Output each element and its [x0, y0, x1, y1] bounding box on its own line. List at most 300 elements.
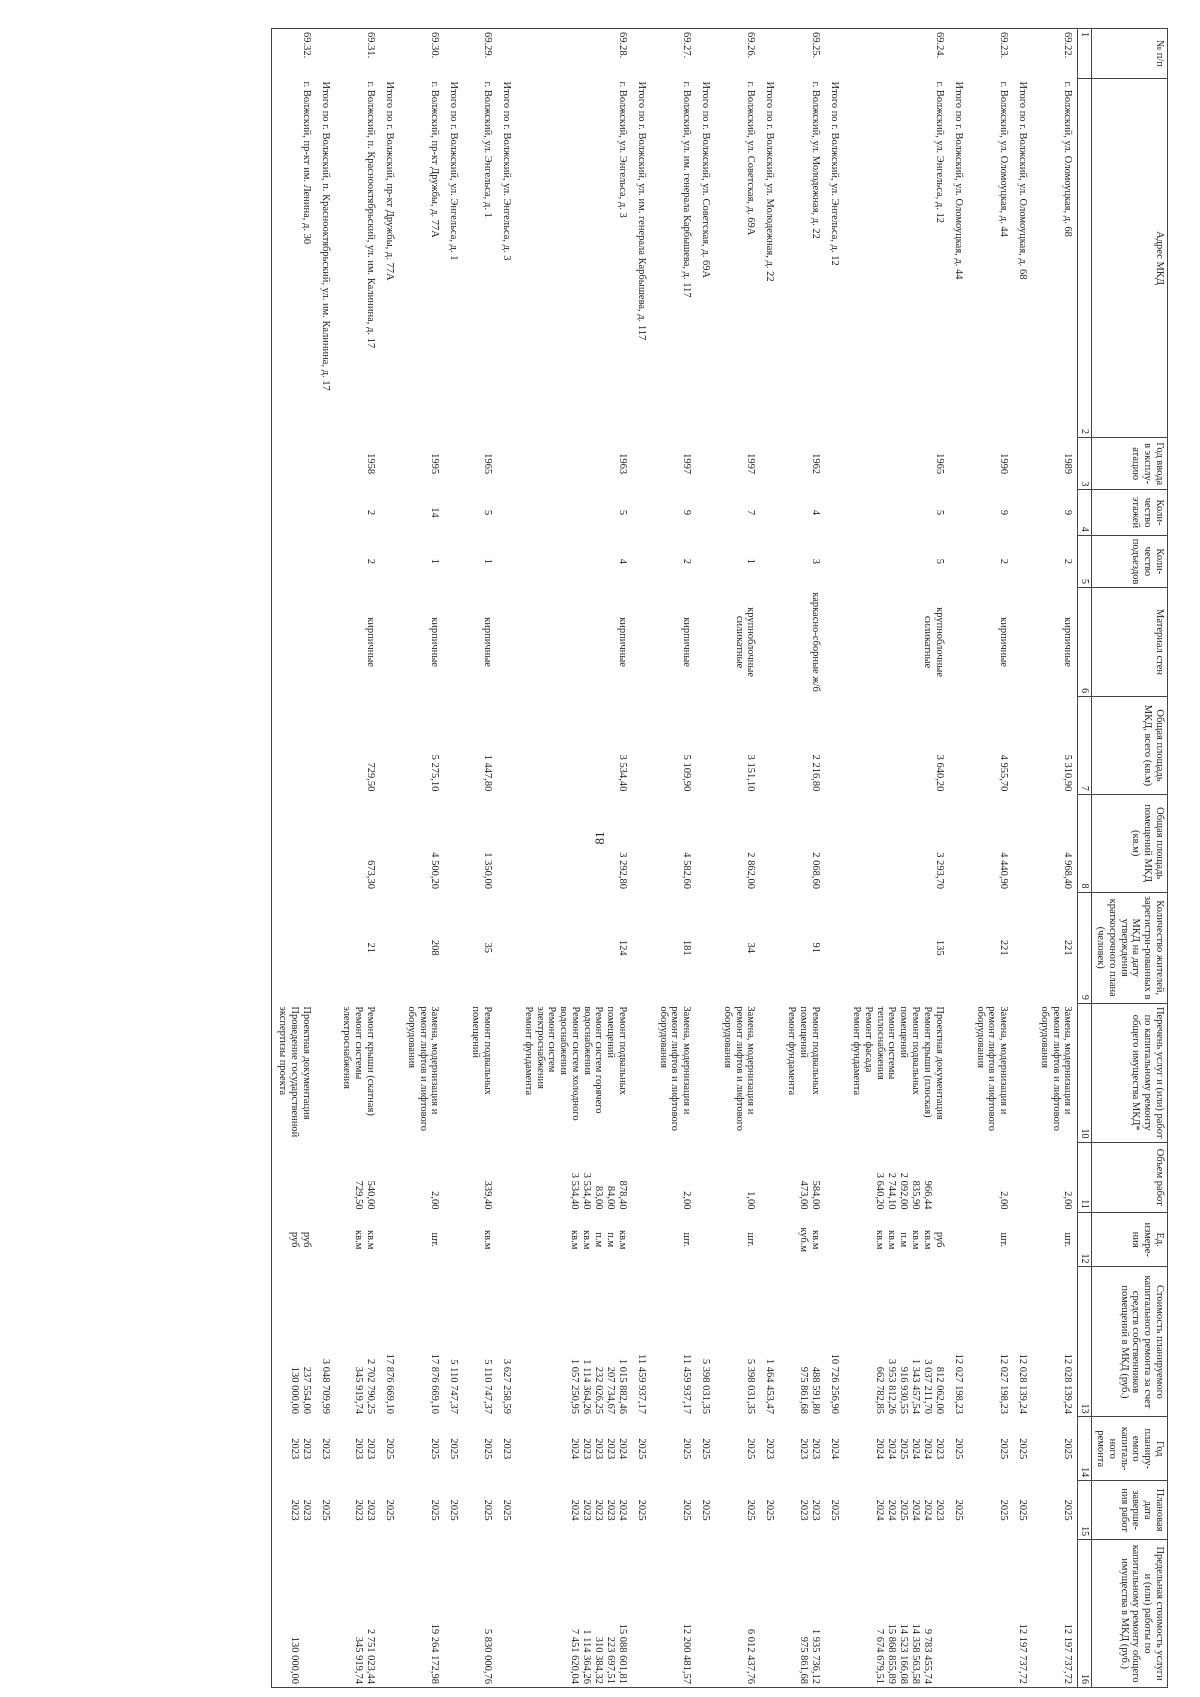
cell-line: 11 459 937,17 [681, 1353, 693, 1414]
cell-line: 2025 [681, 1438, 693, 1460]
cost [1013, 1267, 1034, 1417]
wall-material: крупноблочные силикатные [922, 607, 945, 677]
area-premises: 4 968,40 [1062, 852, 1074, 890]
area-total [696, 697, 717, 795]
plan-year [401, 1417, 444, 1481]
year-built: 1958 [365, 453, 377, 475]
address: г. Волжский, ул. Энгельса, д. 1 [481, 81, 493, 218]
work-volume [465, 1142, 497, 1212]
area-premises: 2 862,00 [745, 852, 757, 890]
work-volume [949, 1142, 970, 1212]
end-year [497, 1481, 518, 1540]
work-volume [696, 1142, 717, 1212]
cell-line: руб [288, 1231, 300, 1248]
building-row [717, 29, 760, 1688]
cell-line: п.м [897, 1232, 909, 1248]
total-row [760, 29, 781, 1688]
floors [696, 490, 717, 535]
building-row [846, 29, 949, 1688]
column-number-row [1078, 29, 1092, 1688]
cell-line: 2,00 [681, 1191, 693, 1210]
cell-line: шт. [1062, 1232, 1074, 1247]
cell-line: 3 037 211,70 [921, 1359, 933, 1414]
cell-line: 2 702 790,25 [365, 1358, 377, 1414]
cell-line: 2025 [681, 1499, 693, 1521]
row-number: 69.27. [653, 29, 696, 79]
unit [1034, 1212, 1078, 1267]
cost [846, 1267, 949, 1417]
area-total: 3 640,20 [933, 754, 945, 792]
cell-line: 15 088 601,81 [616, 1623, 628, 1684]
area-premises [316, 794, 337, 892]
limit-cost [1013, 1540, 1034, 1688]
cell-line: 1 057 250,95 [568, 1358, 580, 1414]
area-total: 3 151,10 [745, 754, 757, 792]
area-total [316, 697, 337, 795]
table-header-row [1092, 29, 1168, 1688]
cell-line: 2025 [897, 1499, 909, 1521]
area-premises [825, 794, 846, 892]
residents [760, 892, 781, 1003]
cell-line: Ремонт подвальных помещений [470, 1006, 493, 1095]
cell-line: 2023 [809, 1438, 821, 1460]
area-premises: 4 500,20 [429, 852, 441, 890]
cell-line: 2023 [604, 1438, 616, 1460]
plan-year [846, 1417, 949, 1481]
cell-line: 2025 [429, 1438, 441, 1460]
area-premises [1013, 794, 1034, 892]
area-total [272, 697, 316, 795]
cell-line: 2023 [933, 1499, 945, 1521]
row-number: 69.32. [272, 29, 316, 79]
cell-line: кв.м [873, 1230, 885, 1250]
residents [316, 892, 337, 1003]
plan-year [380, 1417, 401, 1481]
cell-line [933, 1543, 945, 1684]
cell-line: 10 726 256,90 [828, 1353, 840, 1414]
plan-year [497, 1417, 518, 1481]
address: г. Волжский, ул. Оломоуцкая, д. 44 [998, 81, 1010, 237]
year-built [380, 438, 401, 490]
entrances: 1 [429, 558, 441, 564]
cell-line: Ремонт фундамента [850, 1006, 862, 1096]
cost [717, 1267, 760, 1417]
residents [1013, 892, 1034, 1003]
cell-line: шт. [745, 1232, 757, 1247]
plan-year [1013, 1417, 1034, 1481]
building-row [1034, 29, 1078, 1688]
limit-cost [970, 1540, 1013, 1688]
cell-line [300, 1145, 312, 1209]
unit [846, 1212, 949, 1267]
unit [401, 1212, 444, 1267]
year-built [1013, 438, 1034, 490]
cell-line: Ремонт крыши (плоская) [921, 1006, 933, 1118]
floors: 4 [809, 509, 821, 516]
limit-cost [760, 1540, 781, 1688]
unit [465, 1212, 497, 1267]
limit-cost [825, 1540, 846, 1688]
row-number: 69.23. [970, 29, 1013, 79]
works-list [444, 1003, 465, 1142]
wall-material [760, 588, 781, 697]
total-row [632, 29, 653, 1688]
cell-line: кв.м [921, 1230, 933, 1250]
residents [825, 892, 846, 1003]
cell-line: кв.м [481, 1230, 493, 1250]
end-year [1013, 1481, 1034, 1540]
address: Итого по г. Волжский, ул. им. генерала Карбышева, д. 117 [635, 81, 647, 341]
cell-line: Ремонт подвальных помещений [605, 1006, 628, 1095]
column-number-15: 15 [1078, 1481, 1092, 1540]
building-row [401, 29, 444, 1688]
cell-line: 2 092,00 [897, 1172, 909, 1210]
residents [949, 892, 970, 1003]
area-total [949, 697, 970, 795]
floors [497, 490, 518, 535]
plan-year [825, 1417, 846, 1481]
works-list [970, 1003, 1013, 1142]
column-header-9: Количество жителей, зарегистри-рованных в МКД на дату утверждения краткосрочного плана (человек) [1092, 892, 1168, 1003]
address: Итого по г. Волжский, ул. Советская, д. 69А [700, 81, 712, 279]
floors: 9 [681, 509, 693, 516]
area-premises: 1 350,00 [481, 852, 493, 890]
column-header-11: Объем работ [1092, 1142, 1168, 1212]
limit-cost [717, 1540, 760, 1688]
entrances [380, 535, 401, 587]
residents: 208 [429, 939, 441, 956]
cell-line: Ремонт системы теплоснабжения [874, 1006, 898, 1080]
cell-line: 2024 [828, 1438, 840, 1460]
works-list [316, 1003, 337, 1142]
entrances [316, 535, 337, 587]
work-volume [760, 1142, 781, 1212]
address: г. Волжский, ул. им. генерала Карбышева, д. 117 [681, 81, 693, 298]
plan-year [337, 1417, 381, 1481]
cell-line: 2024 [921, 1499, 933, 1521]
building-row [653, 29, 696, 1688]
entrances: 2 [681, 558, 693, 564]
cell-line: Замена, модернизация и ремонт лифтов и лифтового оборудования [657, 1006, 693, 1131]
works-list [781, 1003, 825, 1142]
cell-line: 5 110 747,37 [448, 1359, 460, 1414]
area-total: 729,50 [365, 762, 377, 792]
cost [632, 1267, 653, 1417]
cell-line [699, 1543, 711, 1684]
year-built: 1997 [681, 453, 693, 475]
area-total: 5 109,90 [681, 754, 693, 792]
building-row [970, 29, 1013, 1688]
unit [272, 1212, 316, 1267]
cell-line: шт. [998, 1232, 1010, 1247]
row-number [825, 29, 846, 79]
area-premises [696, 794, 717, 892]
wall-material: крупноблочные силикатные [733, 607, 757, 677]
unit [970, 1212, 1013, 1267]
address: г. Волжский, ул. Энгельса, д. 12 [933, 81, 945, 224]
total-row [497, 29, 518, 1688]
cell-line: 12 197 737,72 [1062, 1623, 1074, 1684]
works-list [497, 1003, 518, 1142]
cell-line: 2025 [745, 1499, 757, 1521]
floors [949, 490, 970, 535]
year-built: 1965 [933, 453, 945, 475]
building-row [781, 29, 825, 1688]
row-number [444, 29, 465, 79]
wall-material: кирпичные [681, 617, 693, 667]
year-built [696, 438, 717, 490]
works-list [653, 1003, 696, 1142]
entrances: 4 [616, 558, 628, 564]
limit-cost [380, 1540, 401, 1688]
cell-line: кв.м [365, 1230, 377, 1250]
cell-line: 2023 [288, 1499, 300, 1521]
cell-line: 232 026,25 [592, 1366, 604, 1414]
area-total [497, 697, 518, 795]
cell-line: 7 674 679,51 [873, 1628, 885, 1684]
cost [1034, 1267, 1078, 1417]
cell-line: 975 861,68 [797, 1636, 809, 1684]
plan-year [465, 1417, 497, 1481]
cell-line: 2,00 [998, 1191, 1010, 1210]
cell-line: 2024 [873, 1499, 885, 1521]
area-total: 4 955,70 [998, 754, 1010, 792]
floors: 9 [1062, 509, 1074, 516]
residents: 34 [745, 942, 757, 953]
works-list [465, 1003, 497, 1142]
cell-line: 2023 [580, 1438, 592, 1460]
floors [632, 490, 653, 535]
cell-line: 2,00 [429, 1191, 441, 1210]
cell-line: 2024 [568, 1499, 580, 1521]
cell-line [933, 1145, 945, 1209]
cell-line: 14 358 563,58 [909, 1623, 921, 1684]
plan-year [444, 1417, 465, 1481]
cell-line [447, 1543, 459, 1684]
row-number [380, 29, 401, 79]
unit [1013, 1212, 1034, 1267]
cell-line: 14 523 166,08 [897, 1623, 909, 1684]
cell-line: 83,00 [592, 1185, 604, 1210]
works-list [846, 1003, 949, 1142]
wall-material: кирпичные [429, 617, 441, 667]
cell-line: кв.м [616, 1230, 628, 1250]
column-number-14: 14 [1078, 1417, 1092, 1481]
wall-material [497, 588, 518, 697]
year-built: 1997 [745, 453, 757, 475]
unit [497, 1212, 518, 1267]
wall-material [696, 588, 717, 697]
cell-line: 2 751 023,44 [365, 1628, 377, 1684]
cell-line: 237 554,00 [300, 1366, 312, 1414]
end-year [949, 1481, 970, 1540]
limit-cost [401, 1540, 444, 1688]
end-year [632, 1481, 653, 1540]
end-year [272, 1481, 316, 1540]
address: Итого по г. Волжский, ул. Оломоуцкая, д. 68 [1017, 81, 1029, 280]
residents [444, 892, 465, 1003]
cell-line: Замена, модернизация и ремонт лифтов и лифтового оборудования [721, 1006, 757, 1131]
entrances: 3 [809, 558, 821, 564]
cell-line: 84,00 [604, 1185, 616, 1210]
floors [1013, 490, 1034, 535]
cell-line: 2025 [384, 1438, 396, 1460]
year-built [444, 438, 465, 490]
cell-line: 2023 [353, 1438, 365, 1460]
column-header-15: Плановая дата заверше-ния работ [1092, 1481, 1168, 1540]
wall-material [272, 588, 316, 697]
cell-line: Ремонт систем холодного водоснабжения [558, 1006, 581, 1121]
plan-year [518, 1417, 632, 1481]
row-number: 69.25. [781, 29, 825, 79]
cost [316, 1267, 337, 1417]
cell-line: 12 200 481,57 [681, 1623, 693, 1684]
cell-line: кв.м [909, 1230, 921, 1250]
area-total: 3 534,40 [616, 754, 628, 792]
cost [696, 1267, 717, 1417]
area-premises: 2 068,60 [809, 852, 821, 890]
plan-year [949, 1417, 970, 1481]
page-number: 81 [592, 831, 607, 845]
row-number: 69.30. [401, 29, 444, 79]
cell-line: 540,00 [365, 1180, 377, 1210]
cell-line: Ремонт систем электроснабжения [534, 1006, 558, 1089]
area-premises [632, 794, 653, 892]
address: Итого по г. Волжский, ул. Энгельса, д. 12 [828, 81, 840, 266]
residents [272, 892, 316, 1003]
wall-material [316, 588, 337, 697]
floors: 5 [481, 509, 493, 516]
column-number-16: 16 [1078, 1540, 1092, 1688]
year-built [825, 438, 846, 490]
address: Итого по г. Волжский, ул. Оломоуцкая, д. 44 [952, 81, 964, 280]
wall-material [949, 588, 970, 697]
limit-cost [696, 1540, 717, 1688]
floors [380, 490, 401, 535]
cell-line: 1 114 364,26 [580, 1629, 592, 1684]
year-built: 1990 [998, 453, 1010, 475]
entrances [497, 535, 518, 587]
limit-cost [949, 1540, 970, 1688]
area-total [444, 697, 465, 795]
floors [825, 490, 846, 535]
unit [696, 1212, 717, 1267]
end-year [653, 1481, 696, 1540]
end-year [465, 1481, 497, 1540]
wall-material [825, 588, 846, 697]
floors: 9 [998, 509, 1010, 516]
cell-line: 1 935 736,12 [809, 1628, 821, 1684]
works-list [949, 1003, 970, 1142]
cell-line: 2023 [592, 1499, 604, 1521]
cell-line [763, 1543, 775, 1684]
cell-line: кв.м [885, 1230, 897, 1250]
cost [497, 1267, 518, 1417]
cell-line: 5 110 747,37 [481, 1359, 493, 1414]
works-list [337, 1003, 381, 1142]
cell-line: п.м [592, 1232, 604, 1248]
area-premises [380, 794, 401, 892]
floors: 5 [933, 509, 945, 516]
cell-line: шт. [681, 1232, 693, 1247]
end-year [696, 1481, 717, 1540]
unit [653, 1212, 696, 1267]
cell-line: 2025 [764, 1499, 776, 1521]
entrances [696, 535, 717, 587]
cell-line: 2 744,10 [885, 1172, 897, 1210]
cost [465, 1267, 497, 1417]
work-volume [444, 1142, 465, 1212]
entrances: 5 [933, 558, 945, 564]
end-year [337, 1481, 381, 1540]
limit-cost [272, 1540, 316, 1688]
cost [518, 1267, 632, 1417]
cell-line: 19 264 172,98 [429, 1623, 441, 1684]
building-row [272, 29, 316, 1688]
cell-line: 2025 [384, 1499, 396, 1521]
residents: 221 [998, 939, 1010, 956]
entrances: 2 [1062, 558, 1074, 564]
cell-line: 584,00 [809, 1180, 821, 1210]
plan-year [653, 1417, 696, 1481]
cell-line: 2025 [635, 1499, 647, 1521]
building-row [465, 29, 497, 1688]
address: Итого по г. Волжский, ул. Энгельса, д. 1 [448, 81, 460, 261]
residents: 221 [1062, 939, 1074, 956]
cell-line: Ремонт систем горячего водоснабжения [581, 1006, 605, 1114]
unit [316, 1212, 337, 1267]
entrances [825, 535, 846, 587]
entrances [272, 535, 316, 587]
cell-line: 2023 [809, 1499, 821, 1521]
entrances [444, 535, 465, 587]
cell-line: 2024 [885, 1438, 897, 1460]
limit-cost [497, 1540, 518, 1688]
cell-line: 916 930,55 [897, 1366, 909, 1414]
row-number: 69.31. [337, 29, 381, 79]
works-list [760, 1003, 781, 1142]
cost [380, 1267, 401, 1417]
cell-line: 12 028 139,24 [1017, 1353, 1029, 1414]
cell-line: кв.м [580, 1230, 592, 1250]
works-list [632, 1003, 653, 1142]
cell-line: Проектная документация [300, 1006, 312, 1120]
area-total [380, 697, 401, 795]
cell-line: 2025 [481, 1438, 493, 1460]
area-premises [272, 794, 316, 892]
cell-line: 812 062,00 [933, 1366, 945, 1414]
total-row [949, 29, 970, 1688]
area-total [825, 697, 846, 795]
works-list [825, 1003, 846, 1142]
cell-line: Ремонт подвальных помещений [798, 1006, 821, 1095]
plan-year [316, 1417, 337, 1481]
cell-line: 2025 [319, 1499, 331, 1521]
address: г. Волжский, ул. Оломоуцкая, д. 68 [1062, 81, 1074, 237]
column-header-8: Общая площадь помещений МКД (кв.м) [1092, 794, 1168, 892]
residents [380, 892, 401, 1003]
end-year [760, 1481, 781, 1540]
cell-line: 662 782,85 [873, 1366, 885, 1414]
cell-line: 2025 [700, 1499, 712, 1521]
total-row [316, 29, 337, 1688]
entrances [632, 535, 653, 587]
wall-material [1013, 588, 1034, 697]
cell-line: 5 830 000,76 [481, 1628, 493, 1684]
area-premises [497, 794, 518, 892]
address: г. Волжский, ул. Советская, д. 69А [745, 81, 757, 236]
column-number-7: 7 [1078, 697, 1092, 795]
